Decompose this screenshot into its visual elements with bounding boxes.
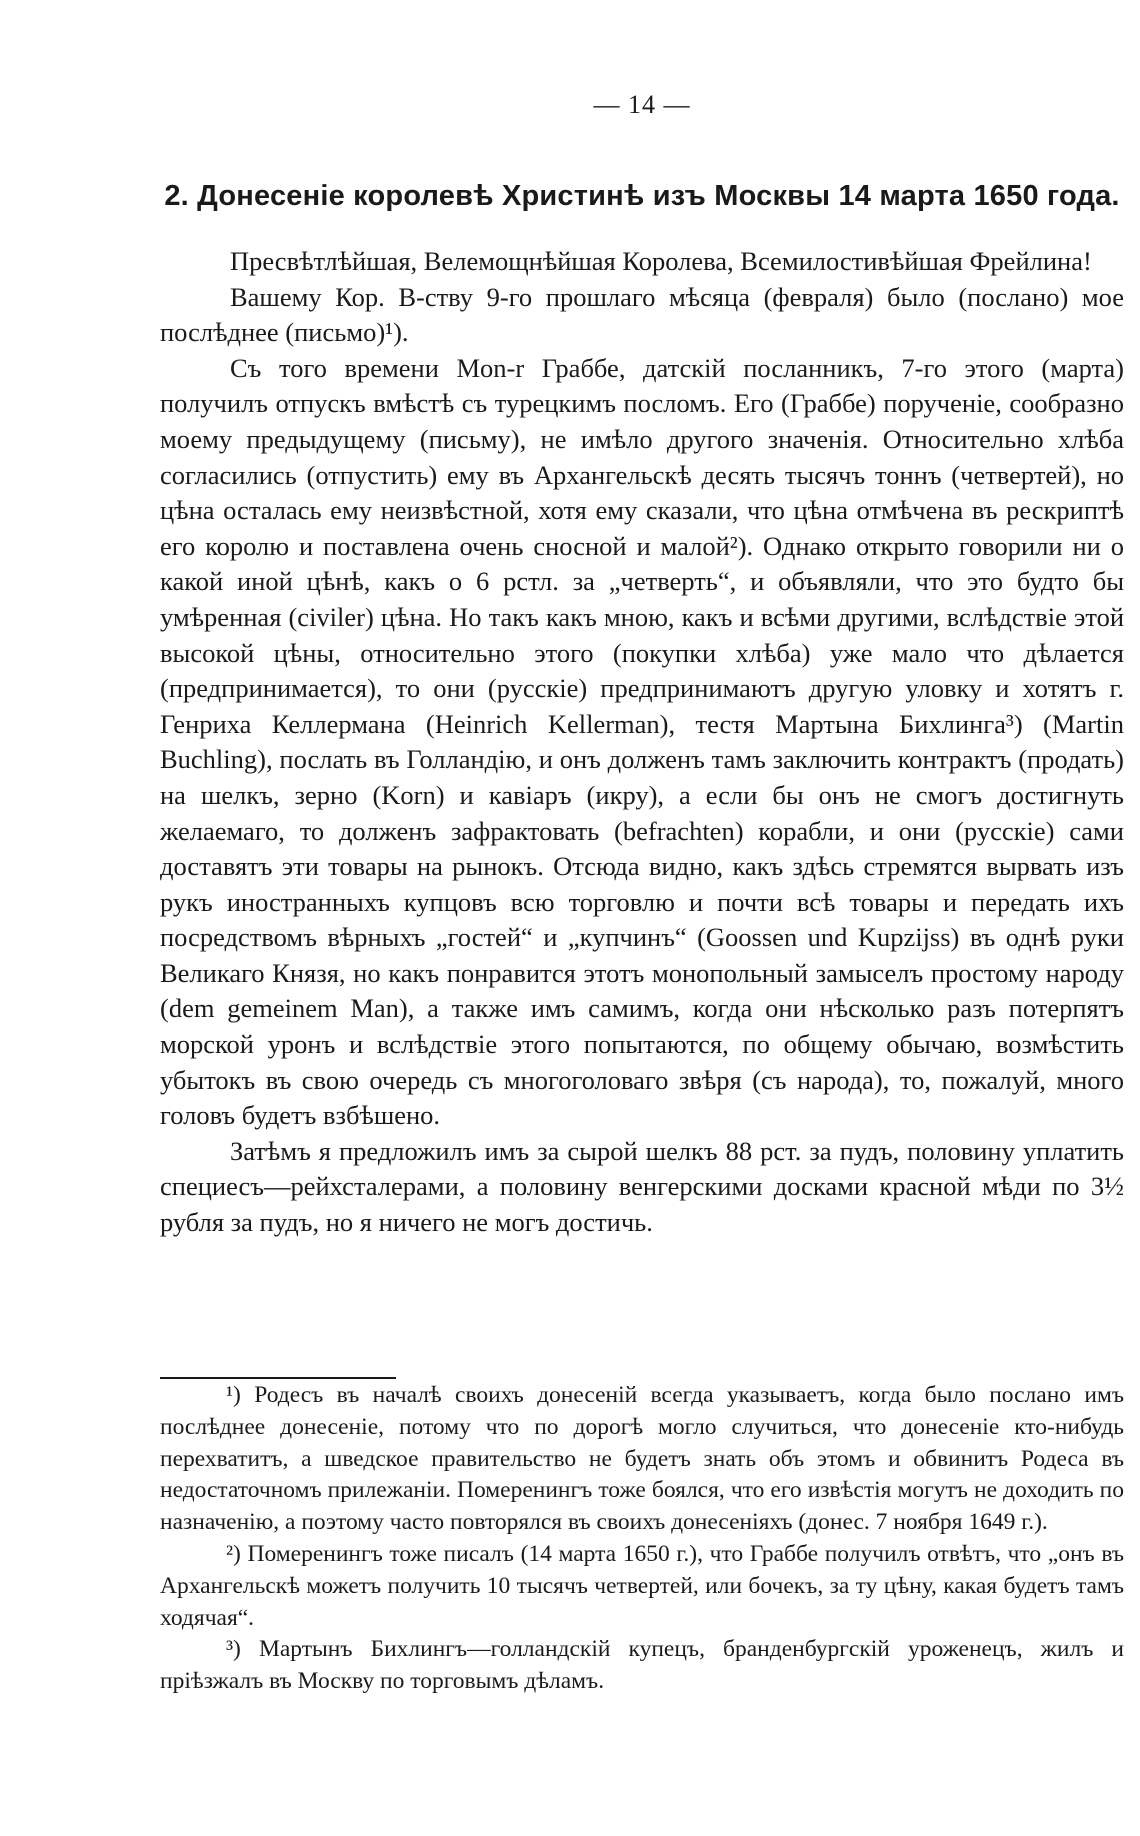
book-page: [160, 0, 1124, 1836]
footnote-1: ¹) Родесъ въ началѣ своихъ донесеній всегда указываетъ, когда было послано имъ послѣднее донесеніе, потому что по дорогѣ могло случиться, что донесеніе кто-нибудь перехватитъ, а шведское правительство не будетъ знать объ этомъ и обвинитъ Родеса въ недостаточномъ прилежаніи. Померенингъ тоже боялся, что его извѣстія могутъ не доходить по назначенію, а поэтому часто повторялся въ своихъ донесеніяхъ (донес. 7 ноября 1649 г.).: [160, 1382, 1124, 1536]
body-paragraph: Затѣмъ я предложилъ имъ за сырой шелкъ 88 рст. за пудъ, половину уплатить специесъ—рейхсталерами, а половину венгерскими досками красной мѣди по 3½ рубля за пудъ, но я ничего не могъ достичь.: [160, 1135, 1124, 1238]
salutation-paragraph: Пресвѣтлѣйшая, Велемощнѣйшая Королева, Всемилостивѣйшая Фрейлина!: [230, 246, 1092, 276]
footnote-divider: [160, 1377, 396, 1379]
body-paragraph: Вашему Кор. В-ству 9-го прошлаго мѣсяца (февраля) было (послано) мое послѣднее (письмо)¹).: [160, 281, 1124, 348]
footnote-3: ³) Мартынъ Бихлингъ—голландскій купецъ, бранденбургскій уроженецъ, жилъ и пріѣзжалъ въ Москву по торговымъ дѣламъ.: [160, 1636, 1124, 1695]
page-number: — 14 —: [593, 90, 691, 119]
footnote-2: ²) Померенингъ тоже писалъ (14 марта 1650 г.), что Граббе получилъ отвѣтъ, что „онъ въ Архангельскѣ можетъ получить 10 тысячъ четвертей, или бочекъ, за ту цѣну, какая будетъ тамъ ходячая“.: [160, 1540, 1124, 1631]
body-paragraph: Съ того времени Mon-r Граббе, датскій посланникъ, 7-го этого (марта) получилъ отпускъ вмѣстѣ съ турецкимъ посломъ. Его (Граббе) порученіе, сообразно моему предыдущему (письму), не имѣло другого значенія. Относительно хлѣба согласились (отпустить) ему въ Архангельскѣ десять тысячъ тоннъ (четвертей), но цѣна осталась ему неизвѣстной, хотя ему сказали, что цѣна отмѣчена въ рескриптѣ его королю и поставлена очень сносной и малой²). Однако открыто говорили ни о какой иной цѣнѣ, какъ о 6 рстл. за „четверть“, и объявляли, что это будто бы умѣренная (civiler) цѣна. Но такъ какъ мною, какъ и всѣми другими, вслѣдствіе этой высокой цѣны, относительно этого (покупки хлѣба) уже мало что дѣлается (предпринимается), то они (русскіе) предпринимаютъ другую уловку и хотятъ г. Генриха Келлермана (Heinrich Kellerman), тестя Мартына Бихлинга³) (Martin Buchling), послать въ Голландію, и онъ долженъ тамъ заключить контрактъ (продать) на шелкъ, зерно (Korn) и кавіаръ (икру), а если бы онъ не смогъ достигнуть желаемаго, то долженъ зафрактовать (befrachten) корабли, и они (русскіе) сами доставятъ эти товары на рынокъ. Отсюда видно, какъ здѣсь стремятся вырвать изъ рукъ иностранныхъ купцовъ всю торговлю и почти всѣ товары и передать ихъ посредствомъ вѣрныхъ „гостей“ и „купчинъ“ (Goossen und Kupzijss) въ однѣ руки Великаго Князя, но какъ понравится этотъ монопольный замыселъ простому народу (dem gemeinem Man), а также имъ самимъ, когда они нѣсколько разъ потерпятъ морской уронъ и вслѣдствіе этого попытаются, по общему обычаю, возмѣстить убытокъ въ свою очередь съ многоголоваго звѣря (съ народа), то, пожалуй, много головъ будетъ взбѣшено.: [160, 352, 1124, 1131]
body-text: [160, 244, 1124, 1241]
footnotes: [160, 1380, 1124, 1698]
document-heading: 2. Донесеніе королевѣ Христинѣ изъ Москвы 14 марта 1650 года.: [164, 180, 1120, 212]
